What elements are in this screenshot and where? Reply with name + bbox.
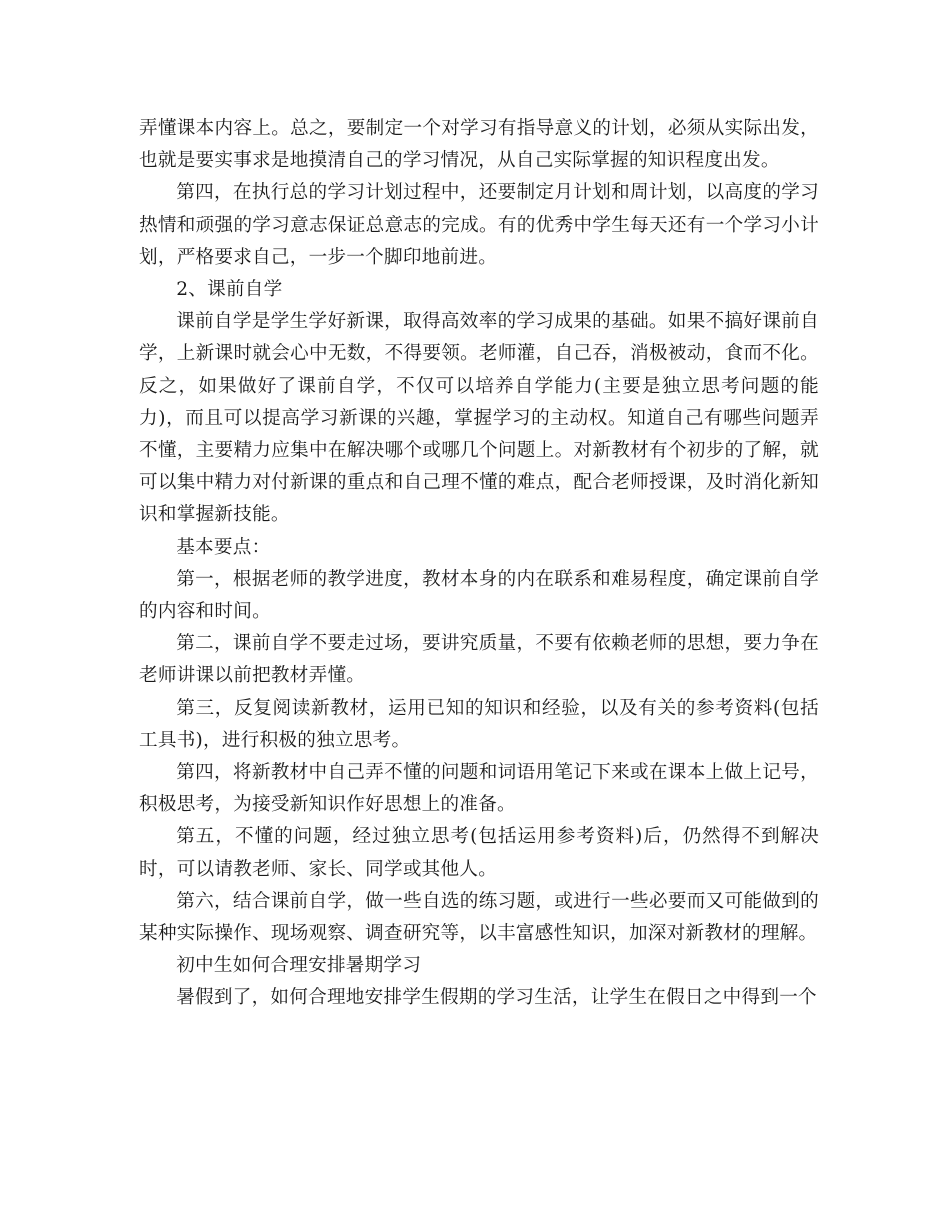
- point-three: 第三，反复阅读新教材，运用已知的知识和经验，以及有关的参考资料(包括工具书)，进行积极的独立思考。: [139, 697, 819, 751]
- paragraph-continuation: 弄懂课本内容上。总之，要制定一个对学习有指导意义的计划，必须从实际出发，也就是要实事求是地摸清自己的学习情况，从自己实际掌握的知识程度出发。: [139, 118, 819, 172]
- point-six: 第六，结合课前自学，做一些自选的练习题，或进行一些必要而又可能做到的某种实际操作、现场观察、调查研究等，以丰富感性知识，加深对新教材的理解。: [139, 890, 819, 945]
- point-two: 第二，课前自学不要走过场，要讲究质量，不要有依赖老师的思想，要力争在老师讲课以前把教材弄懂。: [139, 633, 819, 687]
- point-five: 第五，不懂的问题，经过独立思考(包括运用参考资料)后，仍然得不到解决时，可以请教老师、家长、同学或其他人。: [139, 826, 819, 880]
- point-one: 第一，根据老师的教学进度，教材本身的内在联系和难易程度，确定课前自学的内容和时间。: [139, 568, 819, 623]
- paragraph-pre-class-study: 课前自学是学生学好新课，取得高效率的学习成果的基础。如果不搞好课前自学，上新课时就会心中无数，不得要领。老师灌，自己吞，消极被动，食而不化。反之，如果做好了课前自学，不仅可以培养自学能力(主要是独立思考问题的能力)，而且可以提高学习新课的兴趣，掌握学习的主动权。知道自己有哪些问题弄不懂，主要精力应集中在解决哪个或哪几个问题上。对新教材有个初步的了解，就可以集中精力对付新课的重点和自己理不懂的难点，配合老师授课，及时消化新知识和掌握新技能。: [139, 311, 819, 526]
- paragraph-summer-study: 暑假到了，如何合理地安排学生假期的学习生活，让学生在假日之中得到一个: [176, 987, 817, 1009]
- section-heading-summer-study: 初中生如何合理安排暑期学习: [176, 955, 422, 977]
- document-body: [139, 113, 819, 1015]
- paragraph-fourth-plan: 第四，在执行总的学习计划过程中，还要制定月计划和周计划，以高度的学习热情和顽强的学习意志保证总意志的完成。有的优秀中学生每天还有一个学习小计划，严格要求自己，一步一个脚印地前进。: [139, 182, 819, 268]
- section-heading-pre-class-study: 2、课前自学: [176, 279, 283, 301]
- point-four: 第四，将新教材中自己弄不懂的问题和词语用笔记下来或在课本上做上记号，积极思考，为接受新知识作好思想上的准备。: [139, 762, 819, 816]
- subheading-key-points: 基本要点：: [176, 536, 271, 558]
